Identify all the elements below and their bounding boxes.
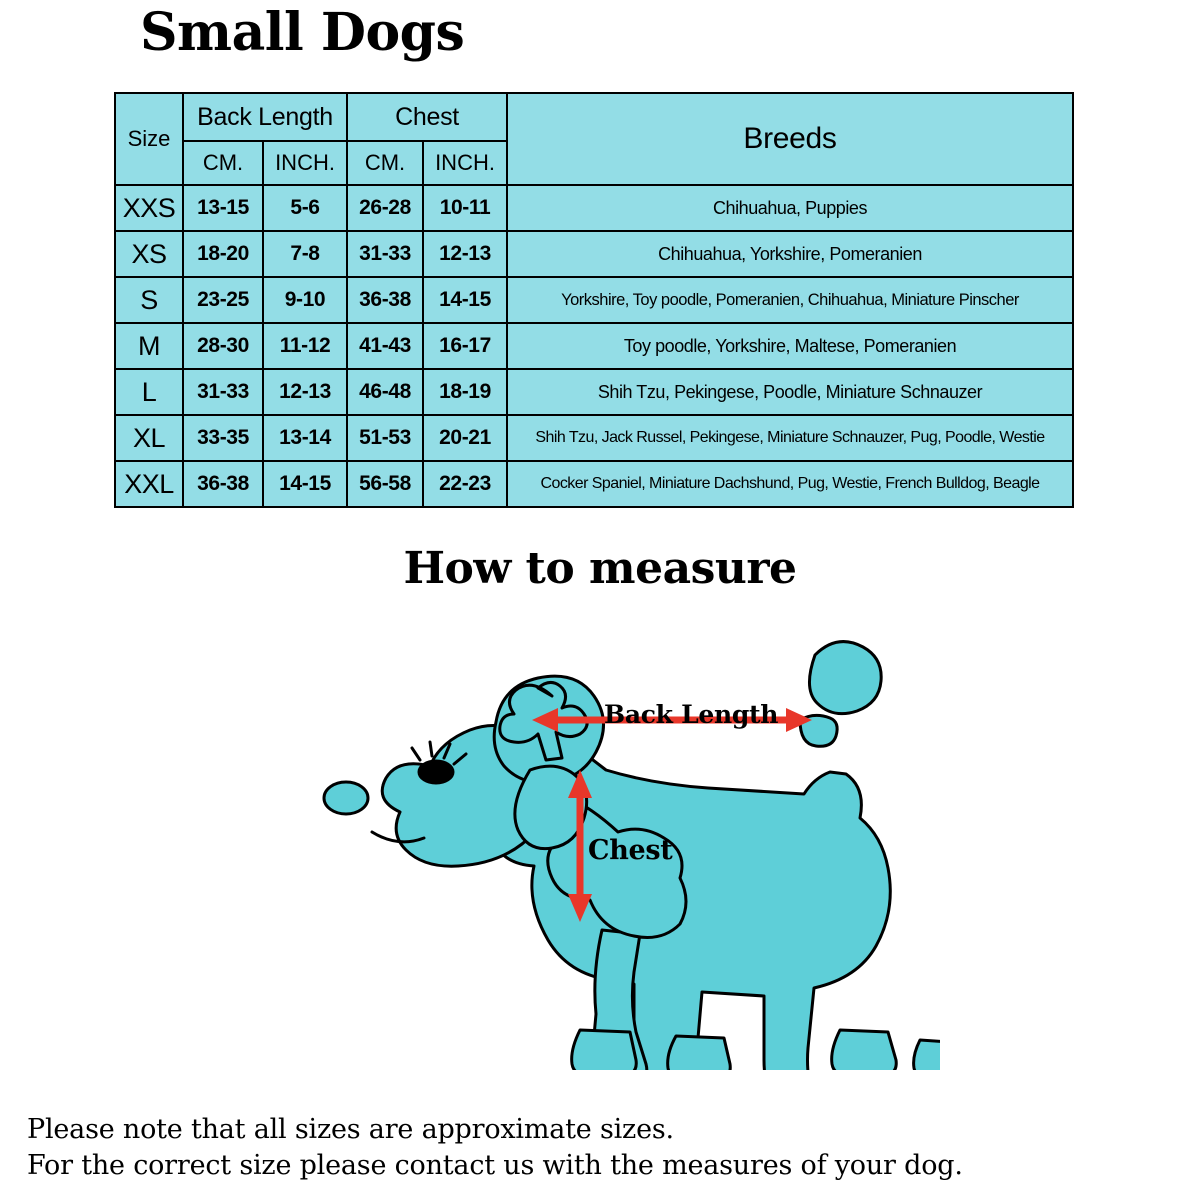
cell-ch-cm: 26-28 [347, 185, 423, 231]
cell-size: M [115, 323, 183, 369]
size-table [114, 92, 1074, 508]
table-row [115, 323, 1073, 369]
header-size: Size [115, 93, 183, 185]
cell-ch-cm: 51-53 [347, 415, 423, 461]
cell-ch-inch: 22-23 [423, 461, 507, 507]
size-table-container [114, 92, 1072, 508]
cell-size: XL [115, 415, 183, 461]
cell-bl-inch: 9-10 [263, 277, 347, 323]
table-header-group-row [115, 93, 1073, 141]
cell-bl-inch: 11-12 [263, 323, 347, 369]
cell-breeds: Toy poodle, Yorkshire, Maltese, Pomeranien [507, 323, 1073, 369]
cell-breeds: Shih Tzu, Pekingese, Poodle, Miniature Schnauzer [507, 369, 1073, 415]
cell-size: S [115, 277, 183, 323]
cell-bl-inch: 7-8 [263, 231, 347, 277]
cell-ch-inch: 18-19 [423, 369, 507, 415]
how-to-measure-title: How to measure [403, 543, 797, 594]
table-row [115, 369, 1073, 415]
cell-size: XXS [115, 185, 183, 231]
cell-bl-cm: 31-33 [183, 369, 263, 415]
note-line-1: Please note that all sizes are approximate sizes. [27, 1114, 674, 1145]
cell-bl-cm: 23-25 [183, 277, 263, 323]
cell-size: XS [115, 231, 183, 277]
header-breeds: Breeds [507, 93, 1073, 185]
cell-bl-cm: 18-20 [183, 231, 263, 277]
cell-ch-inch: 12-13 [423, 231, 507, 277]
cell-bl-inch: 14-15 [263, 461, 347, 507]
cell-breeds: Shih Tzu, Jack Russel, Pekingese, Miniature Schnauzer, Pug, Poodle, Westie [507, 415, 1073, 461]
cell-bl-cm: 36-38 [183, 461, 263, 507]
cell-bl-inch: 13-14 [263, 415, 347, 461]
cell-ch-inch: 16-17 [423, 323, 507, 369]
page-title: Small Dogs [140, 2, 465, 63]
cell-ch-cm: 41-43 [347, 323, 423, 369]
header-ch-inch: INCH. [423, 141, 507, 185]
cell-ch-cm: 46-48 [347, 369, 423, 415]
table-row [115, 185, 1073, 231]
nose [324, 782, 368, 814]
table-row [115, 231, 1073, 277]
back-length-label: Back Length [604, 700, 779, 729]
cell-breeds: Cocker Spaniel, Miniature Dachshund, Pug, Westie, French Bulldog, Beagle [507, 461, 1073, 507]
cell-ch-cm: 36-38 [347, 277, 423, 323]
note-line-2: For the correct size please contact us with the measures of your dog. [27, 1149, 963, 1181]
table-row [115, 415, 1073, 461]
cell-size: L [115, 369, 183, 415]
cell-breeds: Chihuahua, Yorkshire, Pomeranien [507, 231, 1073, 277]
cell-breeds: Chihuahua, Puppies [507, 185, 1073, 231]
cell-bl-inch: 5-6 [263, 185, 347, 231]
header-bl-inch: INCH. [263, 141, 347, 185]
header-ch-cm: CM. [347, 141, 423, 185]
table-row [115, 277, 1073, 323]
header-bl-cm: CM. [183, 141, 263, 185]
cell-ch-cm: 56-58 [347, 461, 423, 507]
note-block [27, 1112, 1187, 1183]
header-back-length: Back Length [183, 93, 347, 141]
cell-bl-cm: 33-35 [183, 415, 263, 461]
cell-bl-cm: 13-15 [183, 185, 263, 231]
cell-breeds: Yorkshire, Toy poodle, Pomeranien, Chihuahua, Miniature Pinscher [507, 277, 1073, 323]
cell-ch-cm: 31-33 [347, 231, 423, 277]
cell-size: XXL [115, 461, 183, 507]
table-row [115, 461, 1073, 507]
cell-bl-cm: 28-30 [183, 323, 263, 369]
cell-ch-inch: 10-11 [423, 185, 507, 231]
cell-bl-inch: 12-13 [263, 369, 347, 415]
header-chest: Chest [347, 93, 507, 141]
cell-ch-inch: 20-21 [423, 415, 507, 461]
cell-ch-inch: 14-15 [423, 277, 507, 323]
chest-label: Chest [588, 835, 673, 866]
